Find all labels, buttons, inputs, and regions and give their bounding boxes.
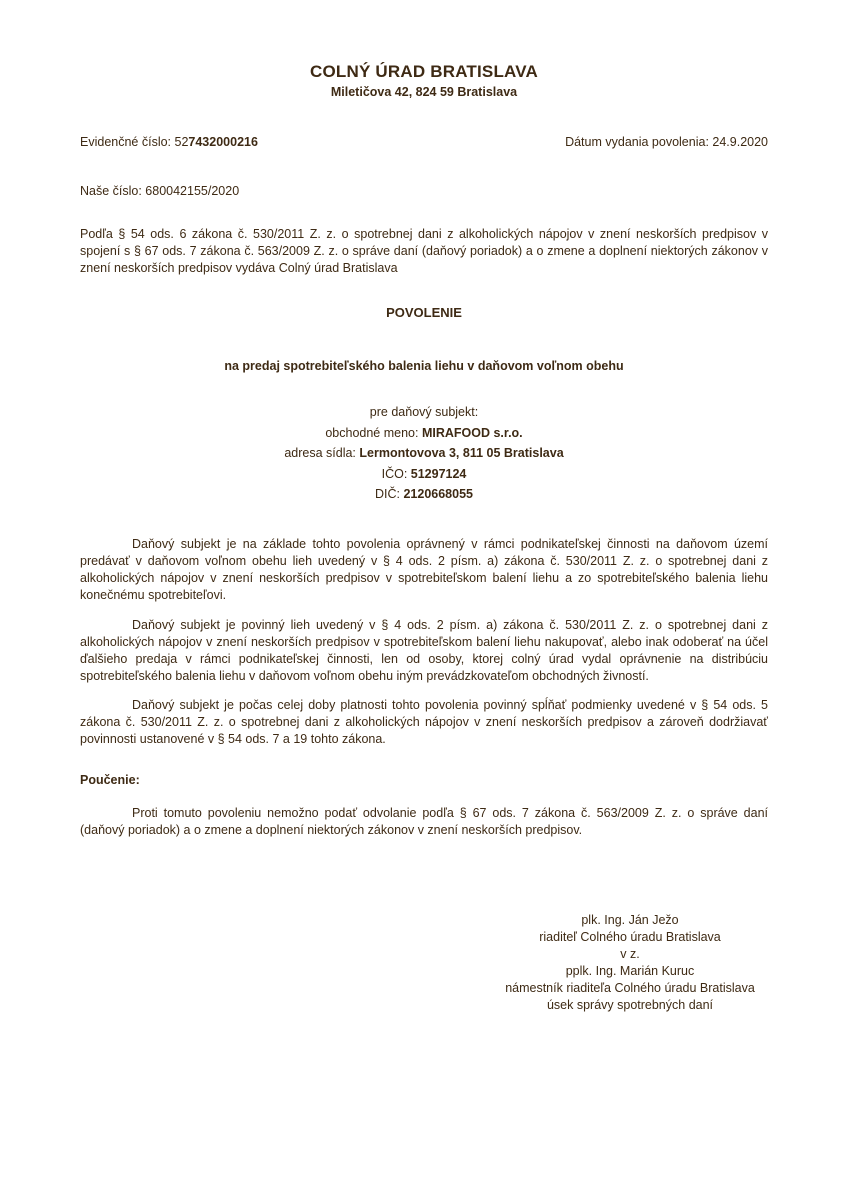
subject-address-line — [0, 443, 848, 464]
subject-name-label: obchodné meno: — [325, 425, 422, 440]
subject-ico-value: 51297124 — [410, 466, 467, 481]
subject-name-value: MIRAFOOD s.r.o. — [421, 425, 523, 440]
signature-line-department: úsek správy spotrebných daní — [546, 998, 714, 1012]
paragraph-conditions: Daňový subjekt je počas celej doby platnosti tohto povolenia povinný spĺňať podmienky uvedené v § 54 ods. 5 zákona č. 530/2011 Z. z. o spotrebnej dani z alkoholických nápojov v znení neskorších predpisov a zároveň dodržiavať povinnosti ustanovené v § 54 ods. 7 a 19 tohto zákona. — [80, 698, 768, 746]
document-title: POVOLENIE — [386, 305, 462, 320]
record-number-bold: 7432000216 — [188, 135, 258, 149]
office-name: COLNÝ ÚRAD BRATISLAVA — [309, 62, 539, 81]
document-subtitle: na predaj spotrebiteľského balenia liehu v daňovom voľnom obehu — [224, 359, 624, 373]
subject-address-value: Lermontovova 3, 811 05 Bratislava — [359, 446, 564, 460]
paragraph-rights: Daňový subjekt je na základe tohto povolenia oprávnený v rámci podnikateľskej činnosti na daňovom území predávať v daňovom voľnom obehu lieh uvedený v § 4 ods. 2 písm. a) zákona č. 530/2011 Z. z. o spotrebnej dani z alkoholických nápojov v znení neskorších predpisov v spotrebiteľskom balení liehu a zo spotrebiteľského balenia liehu konečnému spotrebiteľovi. — [80, 537, 768, 602]
signature-line-director: plk. Ing. Ján Ježo — [581, 913, 679, 927]
paragraph-obligations: Daňový subjekt je povinný lieh uvedený v § 4 ods. 2 písm. a) zákona č. 530/2011 Z. z. o spotrebnej dani z alkoholických nápojov v znení neskorších predpisov v spotrebiteľskom balení liehu nakupovať, alebo inak odoberať na účel ďalšieho predaja v rámci podnikateľskej činnosti, len od osoby, ktorej colný úrad vydal oprávnenie na distribúciu spotrebiteľského balenia liehu v daňovom voľnom obehu iným prevádzkovateľom obchodných živností. — [80, 618, 768, 683]
signature-line-on-behalf: v z. — [620, 947, 640, 961]
signature-line-director-title: riaditeľ Colného úradu Bratislava — [539, 930, 721, 944]
subject-dic-label: DIČ: — [374, 487, 404, 501]
subject-ico-line — [0, 464, 848, 485]
subject-dic-line — [0, 484, 848, 505]
subject-ico-label: IČO: — [381, 466, 411, 481]
intro-paragraph: Podľa § 54 ods. 6 zákona č. 530/2011 Z. z. o spotrebnej dani z alkoholických nápojov v znení neskorších predpisov v spojení s § 67 ods. 7 zákona č. 563/2009 Z. z. o správe daní (daňový poriadok) a o zmene a doplnení niektorých zákonov v znení neskorších predpisov vydáva Colný úrad Bratislava — [80, 227, 768, 275]
record-number-label: Evidenčné číslo: 52 — [80, 135, 189, 149]
subject-dic-value: 2120668055 — [403, 487, 473, 501]
signature-block — [470, 912, 790, 1014]
record-number — [80, 135, 258, 149]
instruction-paragraph: Proti tomuto povoleniu nemožno podať odvolanie podľa § 67 ods. 7 zákona č. 563/2009 Z. z. o správe daní (daňový poriadok) a o zmene a doplnení niektorých zákonov v znení neskorších predpisov. — [80, 806, 768, 837]
instruction-heading: Poučenie: — [80, 773, 140, 787]
tax-subject-block — [0, 402, 848, 505]
subject-address-label: adresa sídla: — [284, 446, 360, 460]
our-number: Naše číslo: 680042155/2020 — [80, 184, 240, 198]
subject-name-line — [0, 423, 848, 444]
office-address: Miletičova 42, 824 59 Bratislava — [330, 85, 518, 99]
signature-line-deputy-title: námestník riaditeľa Colného úradu Bratislava — [505, 981, 755, 995]
issue-date: Dátum vydania povolenia: 24.9.2020 — [565, 135, 768, 149]
signature-line-deputy: pplk. Ing. Marián Kuruc — [565, 964, 695, 978]
subject-intro: pre daňový subjekt: — [369, 405, 479, 419]
